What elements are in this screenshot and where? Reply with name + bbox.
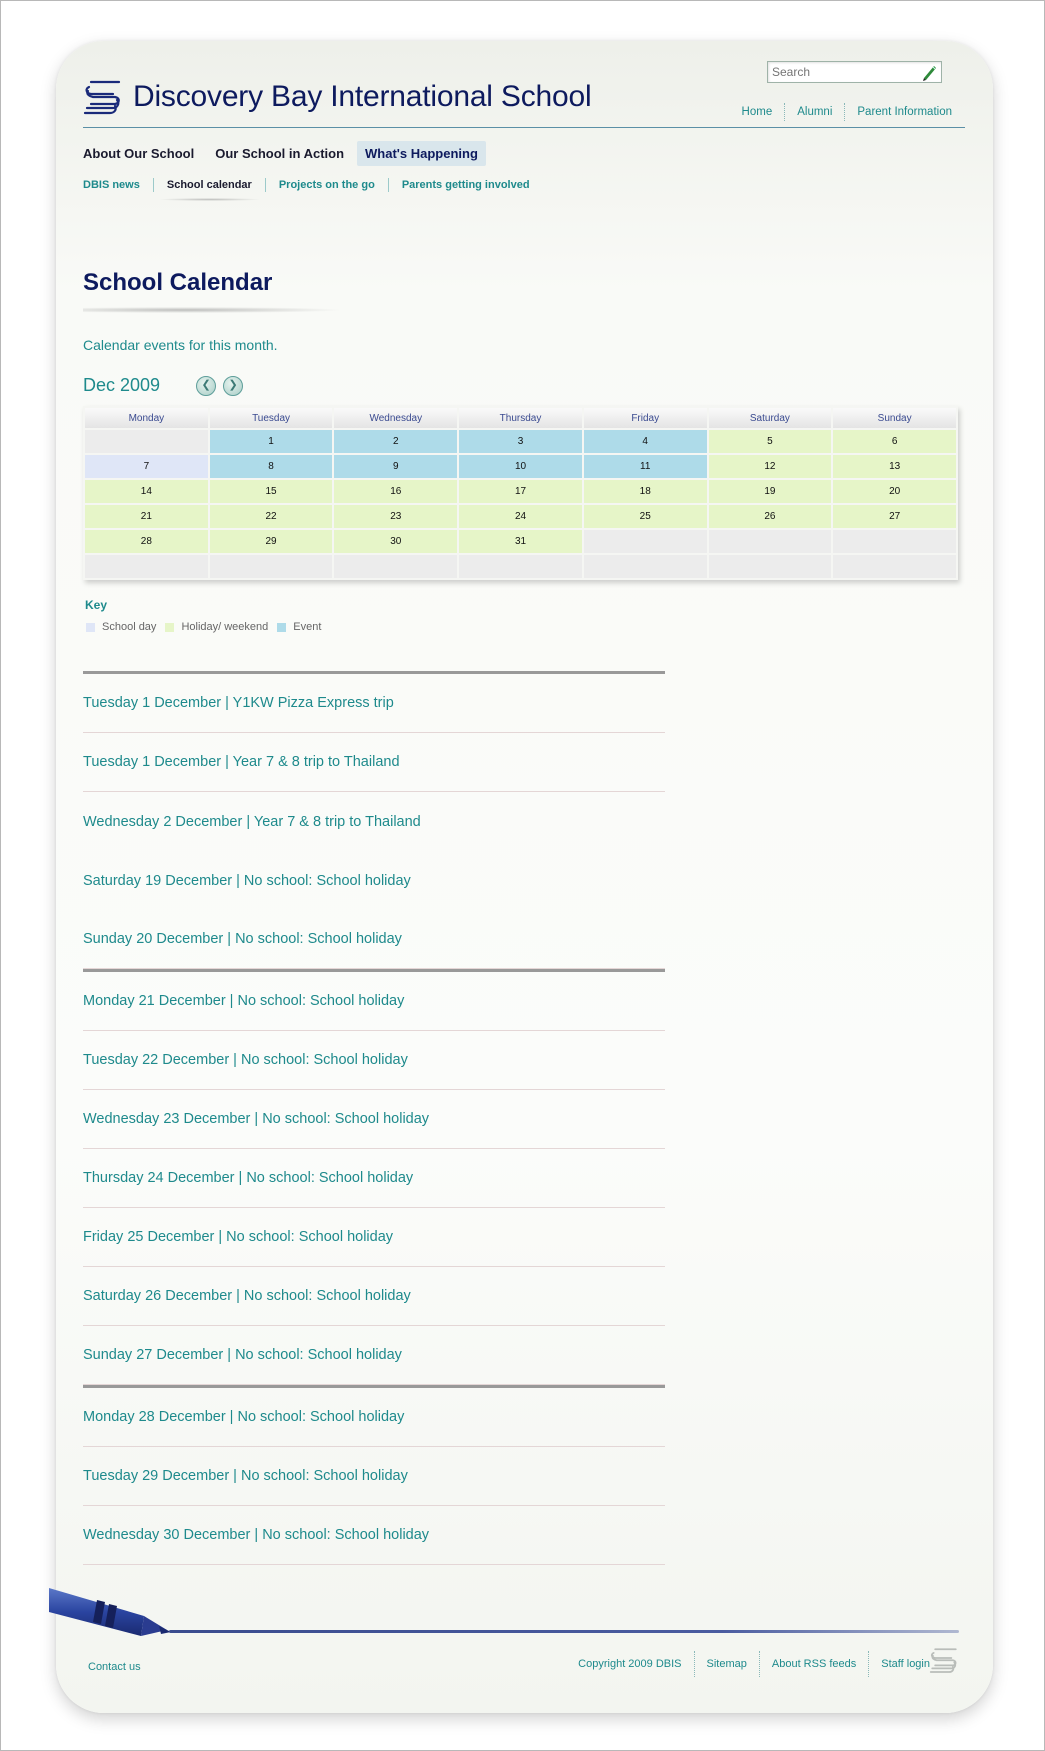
title-underline [83, 307, 339, 313]
calendar-day-cell[interactable]: 17 [459, 480, 582, 503]
key-label: Holiday/ weekend [181, 621, 269, 633]
calendar-day-cell[interactable]: 15 [210, 480, 333, 503]
event-link[interactable]: Saturday 26 December | No school: School holiday [83, 1288, 411, 1304]
calendar-day-cell[interactable]: 28 [85, 530, 208, 553]
chevron-right-icon: ❯ [228, 379, 238, 391]
page-title: School Calendar [83, 269, 273, 296]
footer-logo-icon [929, 1647, 959, 1675]
calendar-day-cell[interactable]: 31 [459, 530, 582, 553]
calendar-day-header: Wednesday [334, 408, 457, 428]
calendar-header-row [85, 408, 956, 428]
calendar-empty-cell [584, 555, 707, 578]
main-nav-about-our-school[interactable]: About Our School [83, 146, 195, 161]
calendar-day-cell[interactable]: 8 [210, 455, 333, 478]
header-divider [83, 127, 965, 128]
calendar-day-header: Monday [85, 408, 208, 428]
sub-nav-parents-getting-involved[interactable]: Parents getting involved [388, 178, 543, 192]
event-item [83, 1208, 665, 1267]
calendar-day-cell[interactable]: 6 [833, 430, 956, 453]
event-item [83, 1326, 665, 1385]
calendar-week-row [85, 430, 956, 453]
intro-text: Calendar events for this month. [83, 337, 278, 353]
event-link[interactable]: Friday 25 December | No school: School holiday [83, 1229, 394, 1245]
calendar-grid [83, 406, 958, 580]
calendar-empty-cell [334, 555, 457, 578]
calendar-day-cell[interactable]: 16 [334, 480, 457, 503]
event-item [83, 1447, 665, 1506]
calendar-day-header: Friday [584, 408, 707, 428]
sub-nav-dbis-news[interactable]: DBIS news [83, 179, 140, 191]
calendar-day-cell[interactable]: 19 [709, 480, 832, 503]
top-links [730, 103, 964, 121]
month-label: Dec 2009 [83, 375, 161, 395]
calendar-week-row [85, 480, 956, 503]
footer-link-sitemap[interactable]: Sitemap [694, 1651, 759, 1677]
footer-links [566, 1651, 942, 1677]
calendar-week-row [85, 455, 956, 478]
event-item [83, 674, 665, 733]
key-item [165, 621, 268, 633]
calendar-day-cell[interactable]: 13 [833, 455, 956, 478]
calendar-day-cell[interactable]: 27 [833, 505, 956, 528]
event-item [83, 1090, 665, 1149]
next-month-button[interactable] [223, 376, 243, 396]
key-swatch [86, 623, 95, 632]
event-link[interactable]: Tuesday 1 December | Year 7 & 8 trip to Thailand [83, 754, 400, 770]
copyright-text: Copyright 2009 DBIS [578, 1658, 682, 1670]
calendar-day-cell[interactable]: 29 [210, 530, 333, 553]
key-item [277, 621, 321, 633]
event-link[interactable]: Wednesday 2 December | Year 7 & 8 trip to Thailand [83, 813, 421, 830]
main-nav [83, 141, 491, 166]
event-list [83, 671, 665, 1565]
calendar-empty-cell [85, 430, 208, 453]
event-item [83, 1267, 665, 1326]
calendar-day-cell[interactable]: 21 [85, 505, 208, 528]
event-item [83, 1031, 665, 1090]
event-item [83, 1388, 665, 1447]
calendar-day-cell[interactable]: 9 [334, 455, 457, 478]
calendar-day-cell[interactable]: 22 [210, 505, 333, 528]
calendar-day-cell[interactable]: 7 [85, 455, 208, 478]
top-link-alumni[interactable]: Alumni [784, 103, 844, 121]
top-link-home[interactable]: Home [741, 106, 773, 118]
calendar-day-cell[interactable]: 10 [459, 455, 582, 478]
calendar-day-cell[interactable]: 25 [584, 505, 707, 528]
key-title: Key [85, 598, 108, 612]
footer-link-rss[interactable]: About RSS feeds [759, 1651, 868, 1677]
calendar-day-cell[interactable]: 1 [210, 430, 333, 453]
calendar-day-cell[interactable]: 2 [334, 430, 457, 453]
event-link[interactable]: Monday 21 December | No school: School holiday [83, 993, 405, 1009]
event-link[interactable]: Tuesday 29 December | No school: School holiday [83, 1468, 408, 1484]
calendar-empty-cell [709, 555, 832, 578]
event-link[interactable]: Sunday 27 December | No school: School holiday [83, 1347, 402, 1363]
sub-nav-school-calendar[interactable]: School calendar [153, 178, 265, 192]
calendar-day-header: Sunday [833, 408, 956, 428]
calendar-week-row [85, 530, 956, 553]
calendar-empty-cell [85, 555, 208, 578]
calendar-day-cell[interactable]: 11 [584, 455, 707, 478]
calendar-empty-cell [459, 555, 582, 578]
search-input[interactable] [768, 62, 918, 82]
search-box [767, 61, 942, 83]
calendar-day-cell[interactable]: 24 [459, 505, 582, 528]
key-swatch [165, 623, 174, 632]
top-link-parent-information[interactable]: Parent Information [844, 103, 964, 121]
calendar-empty-cell [584, 530, 707, 553]
school-logo-icon[interactable] [83, 79, 123, 117]
calendar-day-header: Thursday [459, 408, 582, 428]
calendar-day-cell[interactable]: 4 [584, 430, 707, 453]
contact-us-link[interactable]: Contact us [88, 1661, 141, 1673]
calendar-day-header: Saturday [709, 408, 832, 428]
event-link[interactable]: Tuesday 1 December | Y1KW Pizza Express trip [83, 695, 394, 711]
site-title[interactable]: Discovery Bay International School [133, 80, 592, 113]
event-link[interactable]: Monday 28 December | No school: School holiday [83, 1409, 405, 1425]
calendar-empty-cell [833, 555, 956, 578]
key-item [86, 621, 156, 633]
calendar-day-cell[interactable]: 3 [459, 430, 582, 453]
event-item [83, 972, 665, 1031]
calendar-key [86, 621, 330, 633]
calendar-day-cell[interactable]: 14 [85, 480, 208, 503]
chevron-left-icon: ❮ [201, 379, 211, 391]
event-item [83, 1149, 665, 1208]
sub-nav [83, 178, 543, 192]
crayon-icon [49, 1578, 179, 1648]
calendar-day-cell[interactable]: 30 [334, 530, 457, 553]
event-item [83, 1506, 665, 1565]
calendar-day-cell[interactable]: 5 [709, 430, 832, 453]
main-nav-whats-happening[interactable]: What's Happening [357, 141, 486, 166]
key-label: School day [102, 621, 157, 633]
calendar-empty-cell [210, 555, 333, 578]
event-link[interactable]: Thursday 24 December | No school: School holiday [83, 1170, 414, 1186]
calendar-empty-cell [709, 530, 832, 553]
month-navigation [83, 375, 250, 396]
calendar-day-cell[interactable]: 20 [833, 480, 956, 503]
main-nav-our-school-in-action[interactable]: Our School in Action [215, 146, 345, 161]
footer-link-staff-login[interactable]: Staff login [868, 1651, 942, 1677]
prev-month-button[interactable] [196, 376, 216, 396]
event-item [83, 851, 665, 910]
calendar-week-row [85, 505, 956, 528]
event-link[interactable]: Wednesday 30 December | No school: School holiday [83, 1527, 430, 1543]
calendar-empty-cell [833, 530, 956, 553]
event-link[interactable]: Saturday 19 December | No school: School holiday [83, 872, 411, 889]
calendar-day-cell[interactable]: 12 [709, 455, 832, 478]
calendar-day-cell[interactable]: 18 [584, 480, 707, 503]
event-link[interactable]: Tuesday 22 December | No school: School holiday [83, 1052, 408, 1068]
calendar-day-cell[interactable]: 26 [709, 505, 832, 528]
calendar-day-cell[interactable]: 23 [334, 505, 457, 528]
event-link[interactable]: Wednesday 23 December | No school: School holiday [83, 1111, 430, 1127]
calendar-body [85, 430, 956, 578]
event-link[interactable]: Sunday 20 December | No school: School holiday [83, 931, 402, 947]
calendar-week-row [85, 555, 956, 578]
key-label: Event [293, 621, 322, 633]
event-item [83, 792, 665, 851]
event-item [83, 733, 665, 792]
sub-nav-projects-on-the-go[interactable]: Projects on the go [265, 178, 388, 192]
pen-search-icon[interactable] [920, 63, 938, 81]
calendar-day-header: Tuesday [210, 408, 333, 428]
key-swatch [277, 623, 286, 632]
crayon-stroke [169, 1630, 959, 1633]
event-item [83, 910, 665, 969]
